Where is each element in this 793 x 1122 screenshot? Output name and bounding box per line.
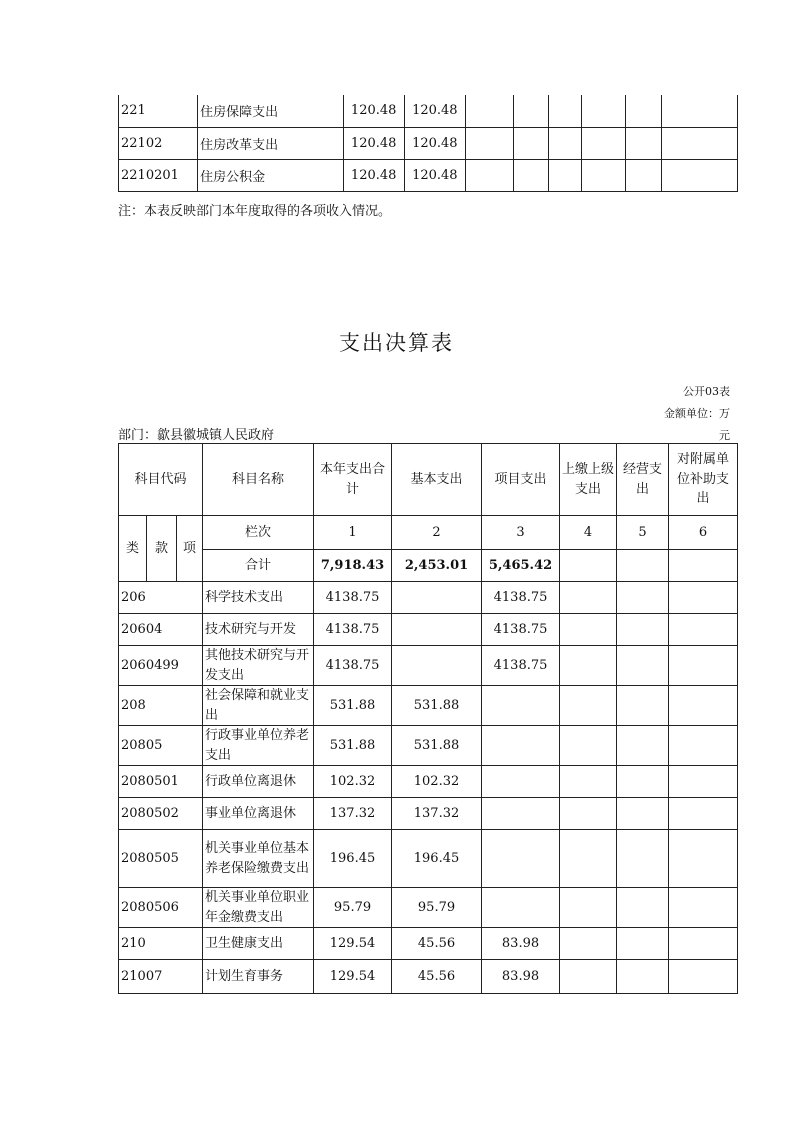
- expense-cell-empty: [560, 582, 617, 614]
- expense-cell-code: 20604: [119, 614, 203, 646]
- income-cell-empty: [514, 127, 549, 159]
- expense-cell-basic: 137.32: [392, 798, 482, 830]
- expense-cell-empty: [617, 928, 669, 960]
- income-cell-empty: [581, 159, 625, 191]
- income-cell-empty: [549, 127, 582, 159]
- expense-cell-empty: [617, 646, 669, 686]
- form-code: 公开03表: [683, 385, 730, 398]
- expense-cell-total: 102.32: [314, 766, 392, 798]
- sum-subsidy: [669, 550, 738, 582]
- expense-cell-empty: [560, 686, 617, 726]
- expense-cell-empty: [669, 614, 738, 646]
- expense-cell-empty: [669, 582, 738, 614]
- lanci-row: [119, 516, 738, 550]
- expense-row: [119, 646, 738, 686]
- expense-cell-code: 2080505: [119, 830, 203, 888]
- header-row: [119, 444, 738, 516]
- income-cell-v1: 120.48: [343, 95, 404, 127]
- expense-cell-name: 行政事业单位养老支出: [203, 726, 314, 766]
- expense-row: [119, 888, 738, 928]
- expense-cell-name: 事业单位离退休: [203, 798, 314, 830]
- header-project: 项目支出: [482, 444, 560, 516]
- expense-cell-empty: [560, 830, 617, 888]
- expense-cell-empty: [669, 686, 738, 726]
- expense-cell-project: 4138.75: [482, 582, 560, 614]
- expense-cell-code: 2080506: [119, 888, 203, 928]
- sum-label: 合计: [203, 550, 314, 582]
- header-code: 科目代码: [119, 444, 203, 516]
- expense-cell-empty: [560, 766, 617, 798]
- expense-cell-project: [482, 726, 560, 766]
- income-cell-empty: [514, 159, 549, 191]
- expense-cell-name: 社会保障和就业支出: [203, 686, 314, 726]
- income-cell-empty: [626, 95, 662, 127]
- expense-cell-basic: 95.79: [392, 888, 482, 928]
- expense-cell-code: 2080502: [119, 798, 203, 830]
- income-cell-empty: [465, 159, 514, 191]
- expense-cell-name: 行政单位离退休: [203, 766, 314, 798]
- expense-row: [119, 686, 738, 726]
- expense-cell-total: 129.54: [314, 928, 392, 960]
- income-cell-empty: [465, 95, 514, 127]
- col-num-4: 4: [560, 516, 617, 550]
- expense-cell-empty: [617, 766, 669, 798]
- expense-cell-total: 531.88: [314, 686, 392, 726]
- expense-row: [119, 582, 738, 614]
- expense-cell-basic: [392, 582, 482, 614]
- income-cell-code: 221: [119, 95, 198, 127]
- col-num-1: 1: [314, 516, 392, 550]
- header-subsidy: 对附属单位补助支出: [669, 444, 738, 516]
- expense-cell-code: 206: [119, 582, 203, 614]
- header-business: 经营支出: [617, 444, 669, 516]
- income-cell-empty: [514, 95, 549, 127]
- expense-cell-project: [482, 830, 560, 888]
- sum-total: 7,918.43: [314, 550, 392, 582]
- expense-cell-name: 机关事业单位基本养老保险缴费支出: [203, 830, 314, 888]
- income-cell-empty: [626, 159, 662, 191]
- income-note: 注：本表反映部门本年度取得的各项收入情况。: [118, 204, 392, 219]
- expense-row: [119, 614, 738, 646]
- amount-unit-cont: 元: [719, 429, 730, 442]
- income-row: [119, 159, 738, 191]
- expense-cell-empty: [617, 830, 669, 888]
- income-cell-name: 住房改革支出: [198, 127, 344, 159]
- expense-cell-basic: [392, 614, 482, 646]
- expense-row: [119, 766, 738, 798]
- expense-cell-empty: [617, 960, 669, 994]
- expense-cell-empty: [560, 614, 617, 646]
- expense-cell-project: [482, 888, 560, 928]
- income-cell-empty: [662, 95, 738, 127]
- expense-cell-empty: [669, 888, 738, 928]
- expense-row: [119, 726, 738, 766]
- expense-cell-basic: 531.88: [392, 726, 482, 766]
- expense-cell-total: 137.32: [314, 798, 392, 830]
- income-cell-empty: [549, 159, 582, 191]
- income-cell-empty: [581, 95, 625, 127]
- income-row: [119, 127, 738, 159]
- expense-cell-basic: 45.56: [392, 960, 482, 994]
- income-cell-empty: [465, 127, 514, 159]
- expense-row: [119, 960, 738, 994]
- expense-cell-code: 208: [119, 686, 203, 726]
- sum-basic: 2,453.01: [392, 550, 482, 582]
- expense-cell-empty: [617, 614, 669, 646]
- sum-upper: [560, 550, 617, 582]
- income-cell-name: 住房公积金: [198, 159, 344, 191]
- expense-cell-empty: [669, 830, 738, 888]
- expense-cell-name: 计划生育事务: [203, 960, 314, 994]
- expense-cell-project: 83.98: [482, 928, 560, 960]
- expense-cell-name: 其他技术研究与开发支出: [203, 646, 314, 686]
- sum-project: 5,465.42: [482, 550, 560, 582]
- expense-cell-name: 卫生健康支出: [203, 928, 314, 960]
- sum-business: [617, 550, 669, 582]
- expense-cell-empty: [560, 646, 617, 686]
- income-table-tail: [118, 95, 738, 192]
- expense-cell-empty: [617, 726, 669, 766]
- income-cell-empty: [662, 127, 738, 159]
- expense-cell-empty: [669, 798, 738, 830]
- income-cell-empty: [626, 127, 662, 159]
- expense-cell-empty: [617, 686, 669, 726]
- col-num-6: 6: [669, 516, 738, 550]
- expense-cell-code: 2060499: [119, 646, 203, 686]
- expense-cell-basic: [392, 646, 482, 686]
- expense-cell-empty: [617, 798, 669, 830]
- expense-cell-project: [482, 766, 560, 798]
- income-cell-code: 22102: [119, 127, 198, 159]
- header-upper: 上缴上级支出: [560, 444, 617, 516]
- sum-row: [119, 550, 738, 582]
- header-xiang: 项: [177, 516, 203, 582]
- income-cell-v2: 120.48: [404, 159, 465, 191]
- expense-cell-empty: [560, 928, 617, 960]
- expense-cell-total: 531.88: [314, 726, 392, 766]
- expense-cell-empty: [560, 798, 617, 830]
- expense-cell-basic: 531.88: [392, 686, 482, 726]
- expense-cell-project: [482, 686, 560, 726]
- page-title: 支出决算表: [339, 331, 454, 355]
- expense-cell-code: 20805: [119, 726, 203, 766]
- expense-cell-basic: 45.56: [392, 928, 482, 960]
- expense-row: [119, 798, 738, 830]
- col-num-3: 3: [482, 516, 560, 550]
- expense-cell-name: 机关事业单位职业年金缴费支出: [203, 888, 314, 928]
- col-num-5: 5: [617, 516, 669, 550]
- expense-cell-basic: 102.32: [392, 766, 482, 798]
- expense-row: [119, 830, 738, 888]
- amount-unit: 金额单位：万: [664, 407, 730, 420]
- expense-cell-empty: [560, 726, 617, 766]
- expense-cell-empty: [560, 960, 617, 994]
- expense-table: [118, 443, 738, 994]
- expense-cell-code: 210: [119, 928, 203, 960]
- income-cell-empty: [662, 159, 738, 191]
- expense-cell-project: 4138.75: [482, 614, 560, 646]
- expense-cell-total: 4138.75: [314, 582, 392, 614]
- expense-cell-project: 4138.75: [482, 646, 560, 686]
- expense-cell-name: 技术研究与开发: [203, 614, 314, 646]
- expense-cell-total: 129.54: [314, 960, 392, 994]
- income-cell-empty: [549, 95, 582, 127]
- expense-cell-empty: [617, 582, 669, 614]
- income-cell-v2: 120.48: [404, 95, 465, 127]
- expense-cell-project: 83.98: [482, 960, 560, 994]
- expense-row: [119, 928, 738, 960]
- expense-cell-total: 95.79: [314, 888, 392, 928]
- expense-cell-total: 4138.75: [314, 646, 392, 686]
- expense-cell-empty: [669, 960, 738, 994]
- expense-cell-total: 4138.75: [314, 614, 392, 646]
- department-label: 部门：歙县徽城镇人民政府: [118, 428, 275, 443]
- income-cell-code: 2210201: [119, 159, 198, 191]
- expense-cell-code: 21007: [119, 960, 203, 994]
- header-total: 本年支出合计: [314, 444, 392, 516]
- expense-cell-empty: [617, 888, 669, 928]
- expense-cell-empty: [669, 726, 738, 766]
- header-lei: 类: [119, 516, 147, 582]
- header-kuan: 款: [147, 516, 177, 582]
- expense-cell-project: [482, 798, 560, 830]
- col-num-2: 2: [392, 516, 482, 550]
- expense-cell-empty: [669, 766, 738, 798]
- expense-cell-basic: 196.45: [392, 830, 482, 888]
- income-cell-v2: 120.48: [404, 127, 465, 159]
- income-cell-v1: 120.48: [343, 159, 404, 191]
- header-lanci: 栏次: [203, 516, 314, 550]
- expense-cell-empty: [560, 888, 617, 928]
- expense-cell-code: 2080501: [119, 766, 203, 798]
- header-name: 科目名称: [203, 444, 314, 516]
- expense-cell-total: 196.45: [314, 830, 392, 888]
- income-cell-empty: [581, 127, 625, 159]
- expense-cell-empty: [669, 928, 738, 960]
- income-row: [119, 95, 738, 127]
- expense-cell-name: 科学技术支出: [203, 582, 314, 614]
- income-cell-name: 住房保障支出: [198, 95, 344, 127]
- income-cell-v1: 120.48: [343, 127, 404, 159]
- header-basic: 基本支出: [392, 444, 482, 516]
- expense-cell-empty: [669, 646, 738, 686]
